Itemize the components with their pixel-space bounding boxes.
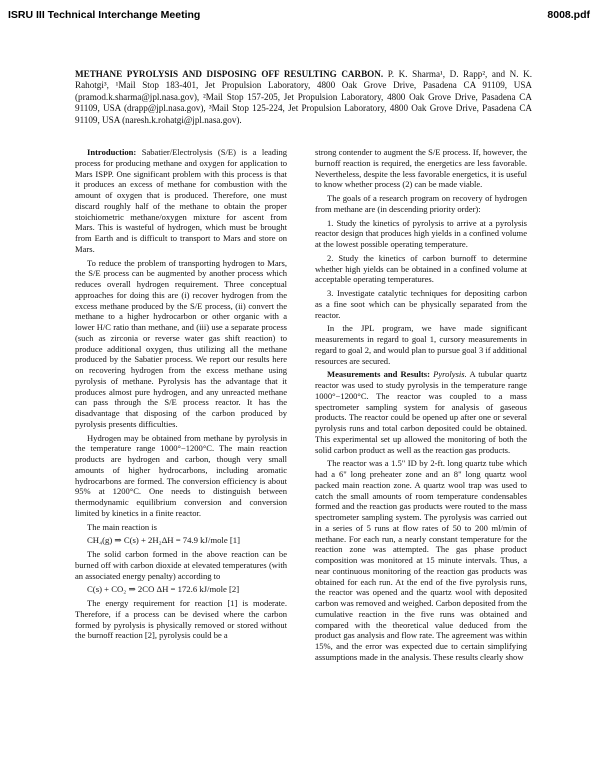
paper-id: 8008.pdf: [547, 9, 590, 21]
paragraph: In the JPL program, we have made significant measurements in regard to goal 1, cursory measurements in regard to goal 2, and would plan to pursue goal 3 if additional resources are secured.: [315, 323, 527, 366]
intro-heading: Introduction:: [87, 147, 137, 157]
title-block: [75, 69, 532, 126]
equation-2: C(s) + CO₂ ⇒ 2CO ΔH = 172.6 kJ/mole [2]: [87, 584, 240, 595]
paper-title: METHANE PYROLYSIS AND DISPOSING OFF RESULTING CARBON.: [75, 69, 384, 79]
affiliations: ¹Mail Stop 183-401, Jet Propulsion Laboratory, 4800 Oak Grove Drive, Pasadena CA 91109, USA (pramod.k.sharma@jpl.nasa.gov), ²Mail Stop 157-205, Jet Propulsion Laboratory, 4800 Oak Grove Drive, Pasadena CA 91109, USA (drapp@jpl.nasa.gov), ³Mail Stop 125-224, Jet Propulsion Laboratory, 4800 Oak Grove Drive, Pasadena CA 91109, USA (naresh.k.rohatgi@jpl.nasa.gov).: [75, 80, 532, 125]
results-subheading: Pyrolysis.: [433, 369, 467, 380]
intro-text: Sabatier/Electrolysis (S/E) is a leading process for producing methane and oxygen for application to Mars ISPP. One significant problem with this process is that it produces an excess of methane for combustion with the amount of oxygen that is produced. Therefore, one must discard roughly half of the methane to obtain the proper stoichiometric methane/oxygen mixture for ascent from Mars. This is wasteful of hydrogen, which must be brought from Earth and is difficult to transport to Mars and store on Mars.: [75, 147, 287, 254]
paragraph: The reactor was a 1.5" ID by 2-ft. long quartz tube which had a 6" long preheater zone and an 8" long quartz wool packed main reaction zone. A quartz wool trap was used to catch the small amounts of room temperature condensables formed and the reaction gas products were routed to the mass spectrometer sampling system. The pyrolysis was carried out in a series of 5 runs at flow rates of 50 to 200 ml/min of methane. For each run, a nearly constant temperature for the reaction zone was attempted. The gas phase product composition was monitored at 15 minute intervals. Thus, a near continuous monitoring of the reaction gas products was obtained for each run. At the end of the five pyrolysis runs, the reactor was opened and the quartz wool with deposited carbon was removed and weighed. Carbon deposited from the cumulative reaction in the five runs was obtained and compared with the theoretical value deduced from the product gas analysis and flow rate. The agreement was within 15%, and the error was expected due to certain simplifying assumptions made in the analysis. These results clearly show: [315, 458, 527, 662]
paragraph: Hydrogen may be obtained from methane by pyrolysis in the temperature range 1000°−1200°C. The main reaction products are hydrogen and carbon, though very small amounts of higher hydrocarbons, including aromatic hydrocarbons are formed. The conversion efficiency is about 95% at 1200°C. One needs to distinguish between thermodynamic equilibrium conversion and conversion limited by kinetics in a finite reactor.: [75, 432, 287, 518]
paragraph: The energy requirement for reaction [1] is moderate. Therefore, if a process can be devised where the carbon formed by pyrolysis is physically removed or stored without the burnoff reaction [2], pyrolysis could be a: [75, 598, 287, 641]
paragraph: To reduce the problem of transporting hydrogen to Mars, the S/E process can be augmented by another process which reduces overall hydrogen requirement. Three conceptual approaches for doing this are (i) recover hydrogen from the excess methane produced by the S/E process, (ii) convert the methane to a higher hydrocarbon or other organic with a lower H/C ratio than methane, and (iii) use a separate process (such as zirconia or reverse water gas shift reaction) to produce additional oxygen, thus utilizing all the methane produced by the Sabatier process. We report our results here on recovering hydrogen from the excess methane using pyrolysis of methane. Pyrolysis has the advantage that it produces almost pure hydrogen, and any unreacted methane can pass through the S/E process reactor. It has the disadvantage that disposing of the carbon produced by pyrolysis presents difficulties.: [75, 257, 287, 429]
paragraph: [315, 369, 527, 455]
equation-1: CH₄(g) ⇒ C(s) + 2H₂ΔH = 74.9 kJ/mole [1]: [87, 535, 240, 546]
paragraph: strong contender to augment the S/E process. If, however, the burnoff reaction is required, the energetics are less favorable. Nevertheless, despite the less favorable energetics, it is useful to know whether process (2) can be made viable.: [315, 147, 527, 190]
results-text: A tubular quartz reactor was used to study pyrolysis in the temperature range 1000°−1200°C. The reactor was coupled to a mass spectrometer sampling system for analysis of gaseous products. The reactor could be opened up after one or several pyrolysis runs and total carbon deposited could be obtained. This experimental set up allowed the monitoring of both the solid carbon product as well as the reaction gas products.: [315, 369, 527, 455]
results-heading: Measurements and Results:: [327, 369, 430, 380]
paragraph: [75, 147, 287, 255]
paragraph: The goals of a research program on recovery of hydrogen from methane are (in descending priority order):: [315, 193, 527, 214]
right-column: [315, 147, 527, 666]
meeting-header: ISRU III Technical Interchange Meeting: [8, 9, 201, 21]
paragraph: 1. Study the kinetics of pyrolysis to arrive at a pyrolysis reactor design that produces high yields in a confined volume at the lowest possible operating temperature.: [315, 217, 527, 249]
author-list: P. K. Sharma¹, D. Rapp², and N. K. Rahotgi³,: [75, 69, 533, 91]
paragraph: 3. Investigate catalytic techniques for depositing carbon as a fine soot which can be physically separated from the reactor.: [315, 288, 527, 320]
paragraph: The main reaction is: [87, 521, 158, 532]
left-column: [75, 147, 287, 644]
paragraph: 2. Study the kinetics of carbon burnoff to determine whether high yields can be obtained in a confined volume at acceptable operating temperatures.: [315, 252, 527, 285]
paragraph: The solid carbon formed in the above reaction can be burned off with carbon dioxide at elevated temperatures (with an associated energy penalty) according to: [75, 549, 287, 581]
